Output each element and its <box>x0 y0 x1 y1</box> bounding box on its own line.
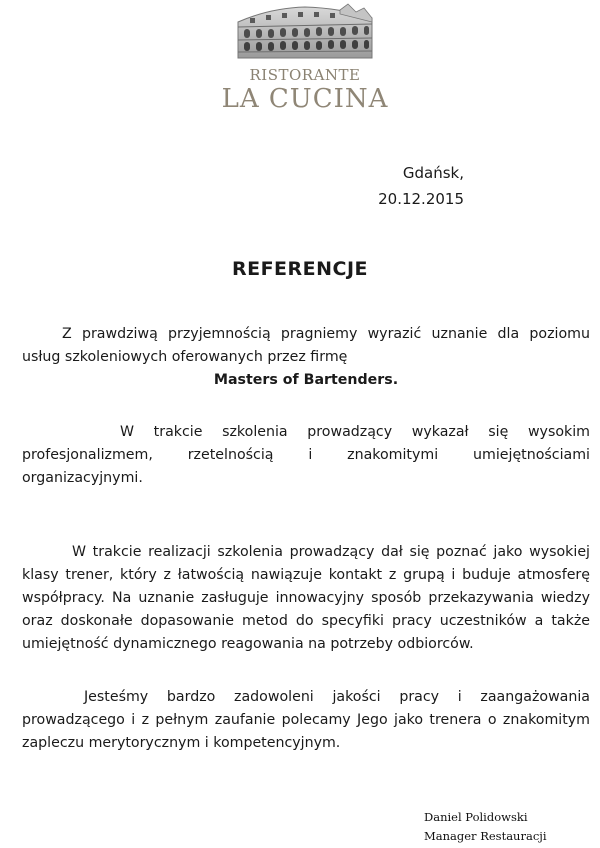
date: 20.12.2015 <box>378 190 464 208</box>
restaurant-logo <box>200 0 410 125</box>
colosseum-icon <box>230 0 380 62</box>
paragraph-1 <box>22 323 590 392</box>
place-and-date <box>378 160 464 212</box>
firm-name: Masters of Bartenders. <box>213 372 399 388</box>
city: Gdańsk, <box>402 164 464 182</box>
paragraph-3: W trakcie realizacji szkolenia prowadzący dał się poznać jako wysokiej klasy trener, który z łatwością nawiązuje kontakt z grupą i buduje atmosferę współpracy. Na uznanie zasługuje innowacyjny sposób przekazywania wiedzy oraz doskonałe dopasowanie metod do specyfiki pracy uczestników a także umiejętność dynamicznego reagowania na potrzeby odbiorców. <box>22 544 590 652</box>
signatory-name: Daniel Polidowski <box>424 810 528 824</box>
document-title: REFERENCJE <box>231 258 369 280</box>
paragraph-2: W trakcie szkolenia prowadzący wykazał się wysokim profesjonalizmem, rzetelnością i znakomitymi umiejętnościami organizacyjnymi. <box>22 424 590 486</box>
logo-small-text: RISTORANTE <box>249 66 361 84</box>
logo-main-text: LA CUCINA <box>221 84 389 114</box>
paragraph-1-text: Z prawdziwą przyjemnością pragniemy wyrazić uznanie dla poziomu usług szkoleniowych oferowanych przez firmę <box>22 326 590 365</box>
paragraph-4: Jesteśmy bardzo zadowoleni jakości pracy i zaangażowania prowadzącego i z pełnym zaufanie polecamy Jego jako trenera o znakomitym zapleczu merytorycznym i kompetencyjnym. <box>22 689 590 751</box>
signature-block <box>424 808 547 846</box>
signatory-role: Manager Restauracji <box>424 829 547 843</box>
